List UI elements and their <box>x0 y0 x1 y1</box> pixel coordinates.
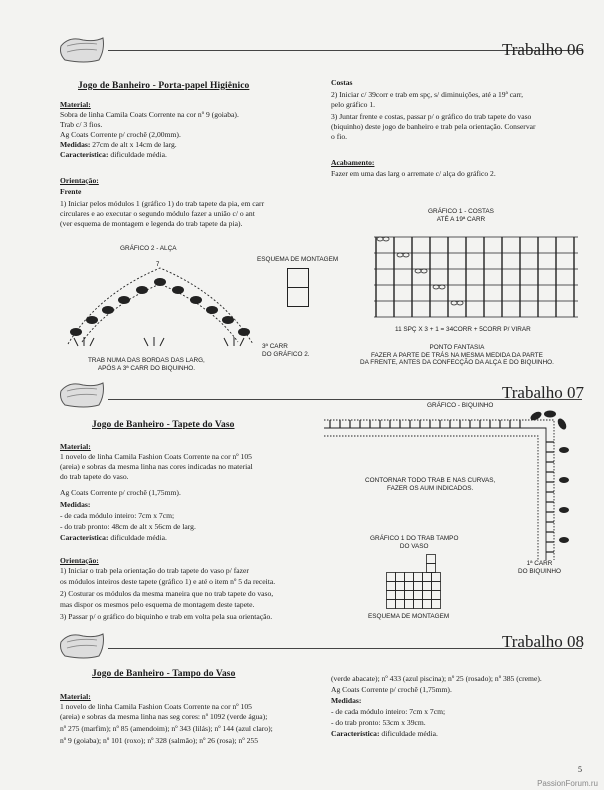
t07-orientacao-line: 3) Passar p/ o gráfico do biquinho e trab em volta pela sua orientação. <box>60 612 273 621</box>
biquinho-title: GRÁFICO - BIQUINHO <box>427 402 494 409</box>
t06-material-line: Trab c/ 3 fios. <box>60 120 103 129</box>
carr-caption: 1ª CARR DO BIQUINHO <box>518 560 561 575</box>
t07-esquema-diagram <box>386 554 446 612</box>
cushion-icon <box>55 32 109 66</box>
ponto-caption: PONTO FANTASIA FAZER A PARTE DE TRÁS NA MESMA MEDIDA DA PARTE DA FRENTE, ANTES DA CONFECÇÃO DA ALÇA E DO BIQUINHO. <box>360 344 554 367</box>
t06-costas-line: pelo gráfico 1. <box>331 100 376 109</box>
t07-orientacao-line: os módulos inteiros deste tapete (gráfico 1) e até o item nº 5 da receita. <box>60 577 276 586</box>
t06-costas-line: 2) Iniciar c/ 39corr e trab em spç, s/ diminuições, até a 19ª carr, <box>331 90 523 99</box>
t06-frente-line: circulares e ao executar o segundo módulo fazer a união c/ o ant <box>60 209 255 218</box>
t06-title: Jogo de Banheiro - Porta-papel Higiênico <box>78 81 250 91</box>
t07-material-line: Ag Coats Corrente p/ crochê (1,75mm). <box>60 488 181 497</box>
trabalho-06-header <box>0 30 604 70</box>
t08-medidas-line: - de cada módulo inteiro: 7cm x 7cm; <box>331 707 446 716</box>
t08-title: Jogo de Banheiro - Tampo do Vaso <box>92 669 236 679</box>
t08-caracteristica: Característica: dificuldade média. <box>331 729 438 738</box>
grafico2-caption: TRAB NUMA DAS BORDAS DAS LARG, APÓS A 3ª CARR DO BIQUINHO. <box>88 357 205 372</box>
trabalho-06-title: Trabalho 06 <box>501 40 584 59</box>
t08-right-line: (verde abacate); nº 433 (azul piscina); nº 25 (rosado); nº 385 (creme). <box>331 674 542 683</box>
cushion-icon <box>55 628 109 662</box>
t07-esquema-title: ESQUEMA DE MONTAGEM <box>368 613 450 620</box>
t07-orientacao-line: mas dispor os mesmos pelo esquema de montagem deste tapete. <box>60 600 255 609</box>
grafico1-caption: 11 SPÇ X 3 + 1 = 34CORR + 5CORR P/ VIRAR <box>395 326 531 333</box>
grafico1-title: GRÁFICO 1 - COSTAS ATÉ A 19ª CARR <box>428 208 494 223</box>
t06-material-line: Sobra de linha Camila Coats Corrente na cor nº 9 (goiaba). <box>60 110 239 119</box>
t08-material-line: (areia) e sobras da mesma linha nas seg cores: nº 1092 (verde água); <box>60 712 268 721</box>
t07-title: Jogo de Banheiro - Tapete do Vaso <box>92 420 235 430</box>
page-number: 5 <box>578 765 582 774</box>
t07-grafico1-title: GRÁFICO 1 DO TRAB TAMPO DO VASO <box>370 535 459 550</box>
t06-medidas: Medidas: 27cm de alt x 14cm de larg. <box>60 140 177 149</box>
esquema-diagram <box>287 268 309 308</box>
t08-medidas-label: Medidas: <box>331 696 362 705</box>
t07-medidas-line: - do trab pronto: 48cm de alt x 56cm de larg. <box>60 522 196 531</box>
grafico2-title: GRÁFICO 2 - ALÇA <box>120 245 177 252</box>
t07-caracteristica: Característica: dificuldade média. <box>60 533 167 542</box>
t06-costas-line: (biquinho) deste jogo de banheiro e trab pela orientação. Conservar <box>331 122 536 131</box>
svg-text:7: 7 <box>156 262 160 268</box>
t08-material-line: nº 275 (marfim); nº 85 (amendoim); nº 343 (lilás); nº 144 (azul claro); <box>60 724 273 733</box>
t06-frente-line: 1) Iniciar pelos módulos 1 (gráfico 1) do trab tapete da pia, em carr <box>60 199 265 208</box>
t08-material-line: nº 9 (goiaba); nº 101 (roxo); nº 328 (salmão); nº 26 (rosa); nº 255 <box>60 736 258 745</box>
t06-caracteristica: Característica: dificuldade média. <box>60 150 167 159</box>
t07-material-line: do trab tapete do vaso. <box>60 472 129 481</box>
trabalho-07-header <box>0 375 604 415</box>
contornar-caption: CONTORNAR TODO TRAB E NAS CURVAS, FAZER OS AUM INDICADOS. <box>365 477 496 492</box>
t07-medidas-label: Medidas: <box>60 500 91 509</box>
t08-medidas-line: - do trab pronto: 53cm x 39cm. <box>331 718 426 727</box>
t07-material-line: 1 novelo de linha Camila Fashion Coats Corrente na cor nº 105 <box>60 452 252 461</box>
t07-orientacao-label: Orientação: <box>60 556 99 565</box>
t06-material-line: Ag Coats Corrente p/ crochê (2,00mm). <box>60 130 181 139</box>
t06-acabamento-label: Acabamento: <box>331 158 375 167</box>
t06-costas-line: 3) Juntar frente e costas, passar p/ o gráfico do trab tapete do vaso <box>331 112 532 121</box>
cushion-icon <box>55 377 109 411</box>
t06-acabamento-value: Fazer em uma das larg o arremate c/ alça do gráfico 2. <box>331 169 496 178</box>
t08-material-label: Material: <box>60 692 91 701</box>
trabalho-07-title: Trabalho 07 <box>501 383 584 402</box>
t07-medidas-line: - de cada módulo inteiro: 7cm x 7cm; <box>60 511 175 520</box>
trabalho-08-title: Trabalho 08 <box>501 632 584 651</box>
t08-right-line: Ag Coats Corrente p/ crochê (1,75mm). <box>331 685 452 694</box>
t06-material-label: Material: <box>60 100 91 109</box>
grafico2-diagram <box>58 254 263 354</box>
t06-orientacao-label: Orientação: <box>60 176 99 185</box>
t07-material-line: (areia) e sobras da mesma linha nas cores indicadas no material <box>60 462 253 471</box>
t06-frente-label: Frente <box>60 187 82 196</box>
grafico1-diagram <box>366 233 586 325</box>
esquema-title: ESQUEMA DE MONTAGEM <box>257 256 339 263</box>
t06-frente-line: (ver esquema de montagem e legenda do trab tapete da pia). <box>60 219 243 228</box>
t07-orientacao-line: 2) Costurar os módulos da mesma maneira que no trab tapete do vaso, <box>60 589 274 598</box>
t07-material-label: Material: <box>60 442 91 451</box>
t06-costas-label: Costas <box>331 78 353 87</box>
watermark: PassionForum.ru <box>537 779 598 788</box>
t06-costas-line: o fio. <box>331 132 348 141</box>
trabalho-08-header <box>0 626 604 666</box>
grafico2-caption2: 3ª CARR DO GRÁFICO 2. <box>262 343 310 358</box>
t07-orientacao-line: 1) Iniciar o trab pela orientação do trab tapete do vaso p/ fazer <box>60 566 249 575</box>
t08-material-line: 1 novelo de linha Camila Fashion Coats Corrente na cor nº 105 <box>60 702 252 711</box>
